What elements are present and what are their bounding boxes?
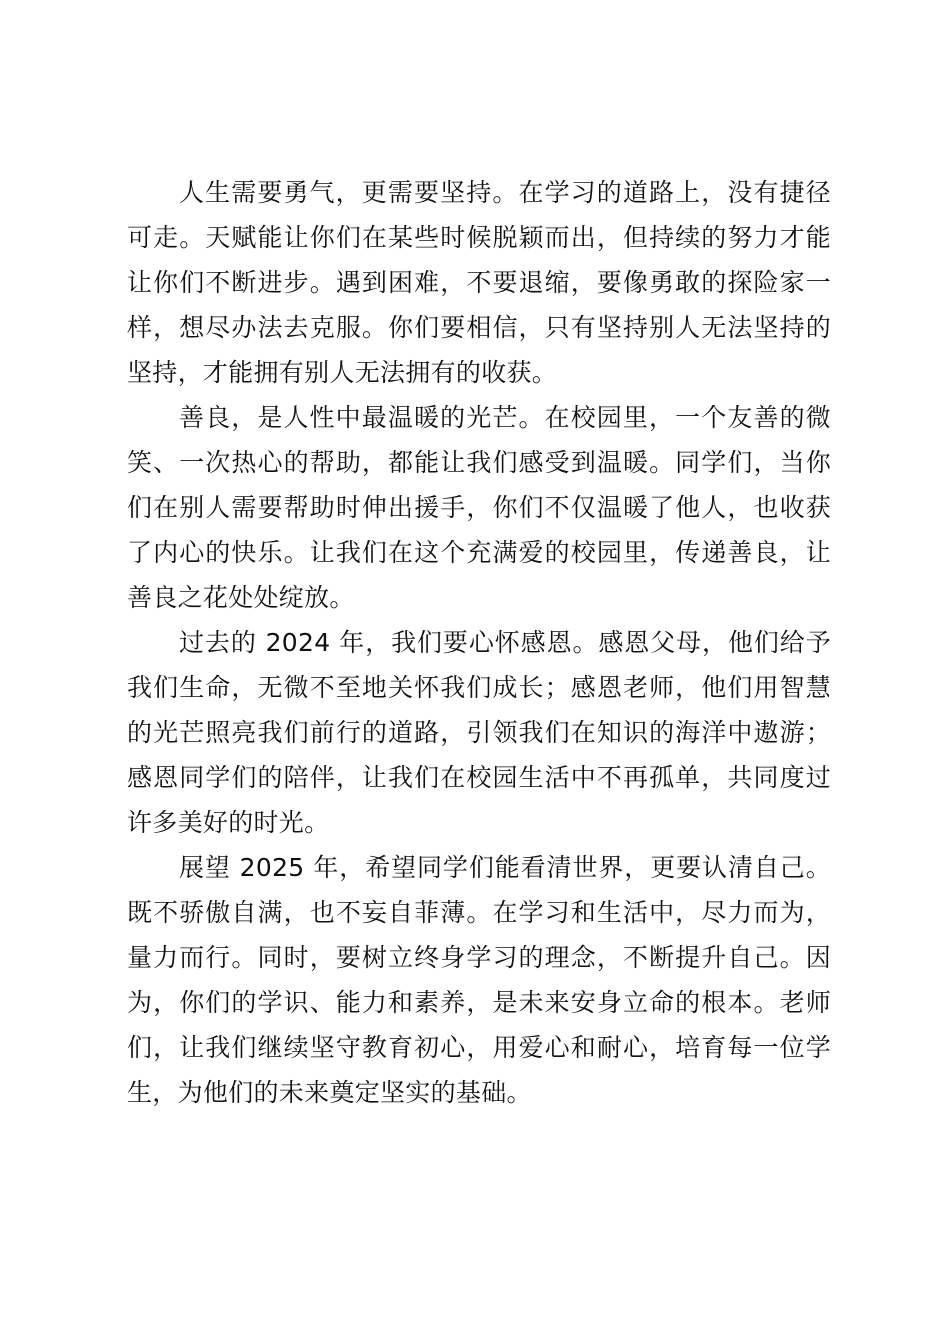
paragraph-kindness: 善良，是人性中最温暖的光芒。在校园里，一个友善的微笑、一次热心的帮助，都能让我们感受到温暖。同学们，当你们在别人需要帮助时伸出援手，你们不仅温暖了他人，也收获了内心的快乐。让我们在这个充满爱的校园里，传递善良，让善良之花处处绽放。 <box>127 403 831 612</box>
document-body <box>127 170 831 1115</box>
paragraph-gratitude: 过去的 2024 年，我们要心怀感恩。感恩父母，他们给予我们生命，无微不至地关怀我们成长；感恩老师，他们用智慧的光芒照亮我们前行的道路，引领我们在知识的海洋中遨游；感恩同学们的陪伴，让我们在校园生活中不再孤单，共同度过许多美好的时光。 <box>127 628 831 837</box>
paragraph-perseverance: 人生需要勇气，更需要坚持。在学习的道路上，没有捷径可走。天赋能让你们在某些时候脱颖而出，但持续的努力才能让你们不断进步。遇到困难，不要退缩，要像勇敢的探险家一样，想尽办法去克服。你们要相信，只有坚持别人无法坚持的坚持，才能拥有别人无法拥有的收获。 <box>127 178 831 387</box>
paragraph-outlook: 展望 2025 年，希望同学们能看清世界，更要认清自己。既不骄傲自满，也不妄自菲薄。在学习和生活中，尽力而为，量力而行。同时，要树立终身学习的理念，不断提升自己。因为，你们的学识、能力和素养，是未来安身立命的根本。老师们，让我们继续坚守教育初心，用爱心和耐心，培育每一位学生，为他们的未来奠定坚实的基础。 <box>127 853 831 1107</box>
